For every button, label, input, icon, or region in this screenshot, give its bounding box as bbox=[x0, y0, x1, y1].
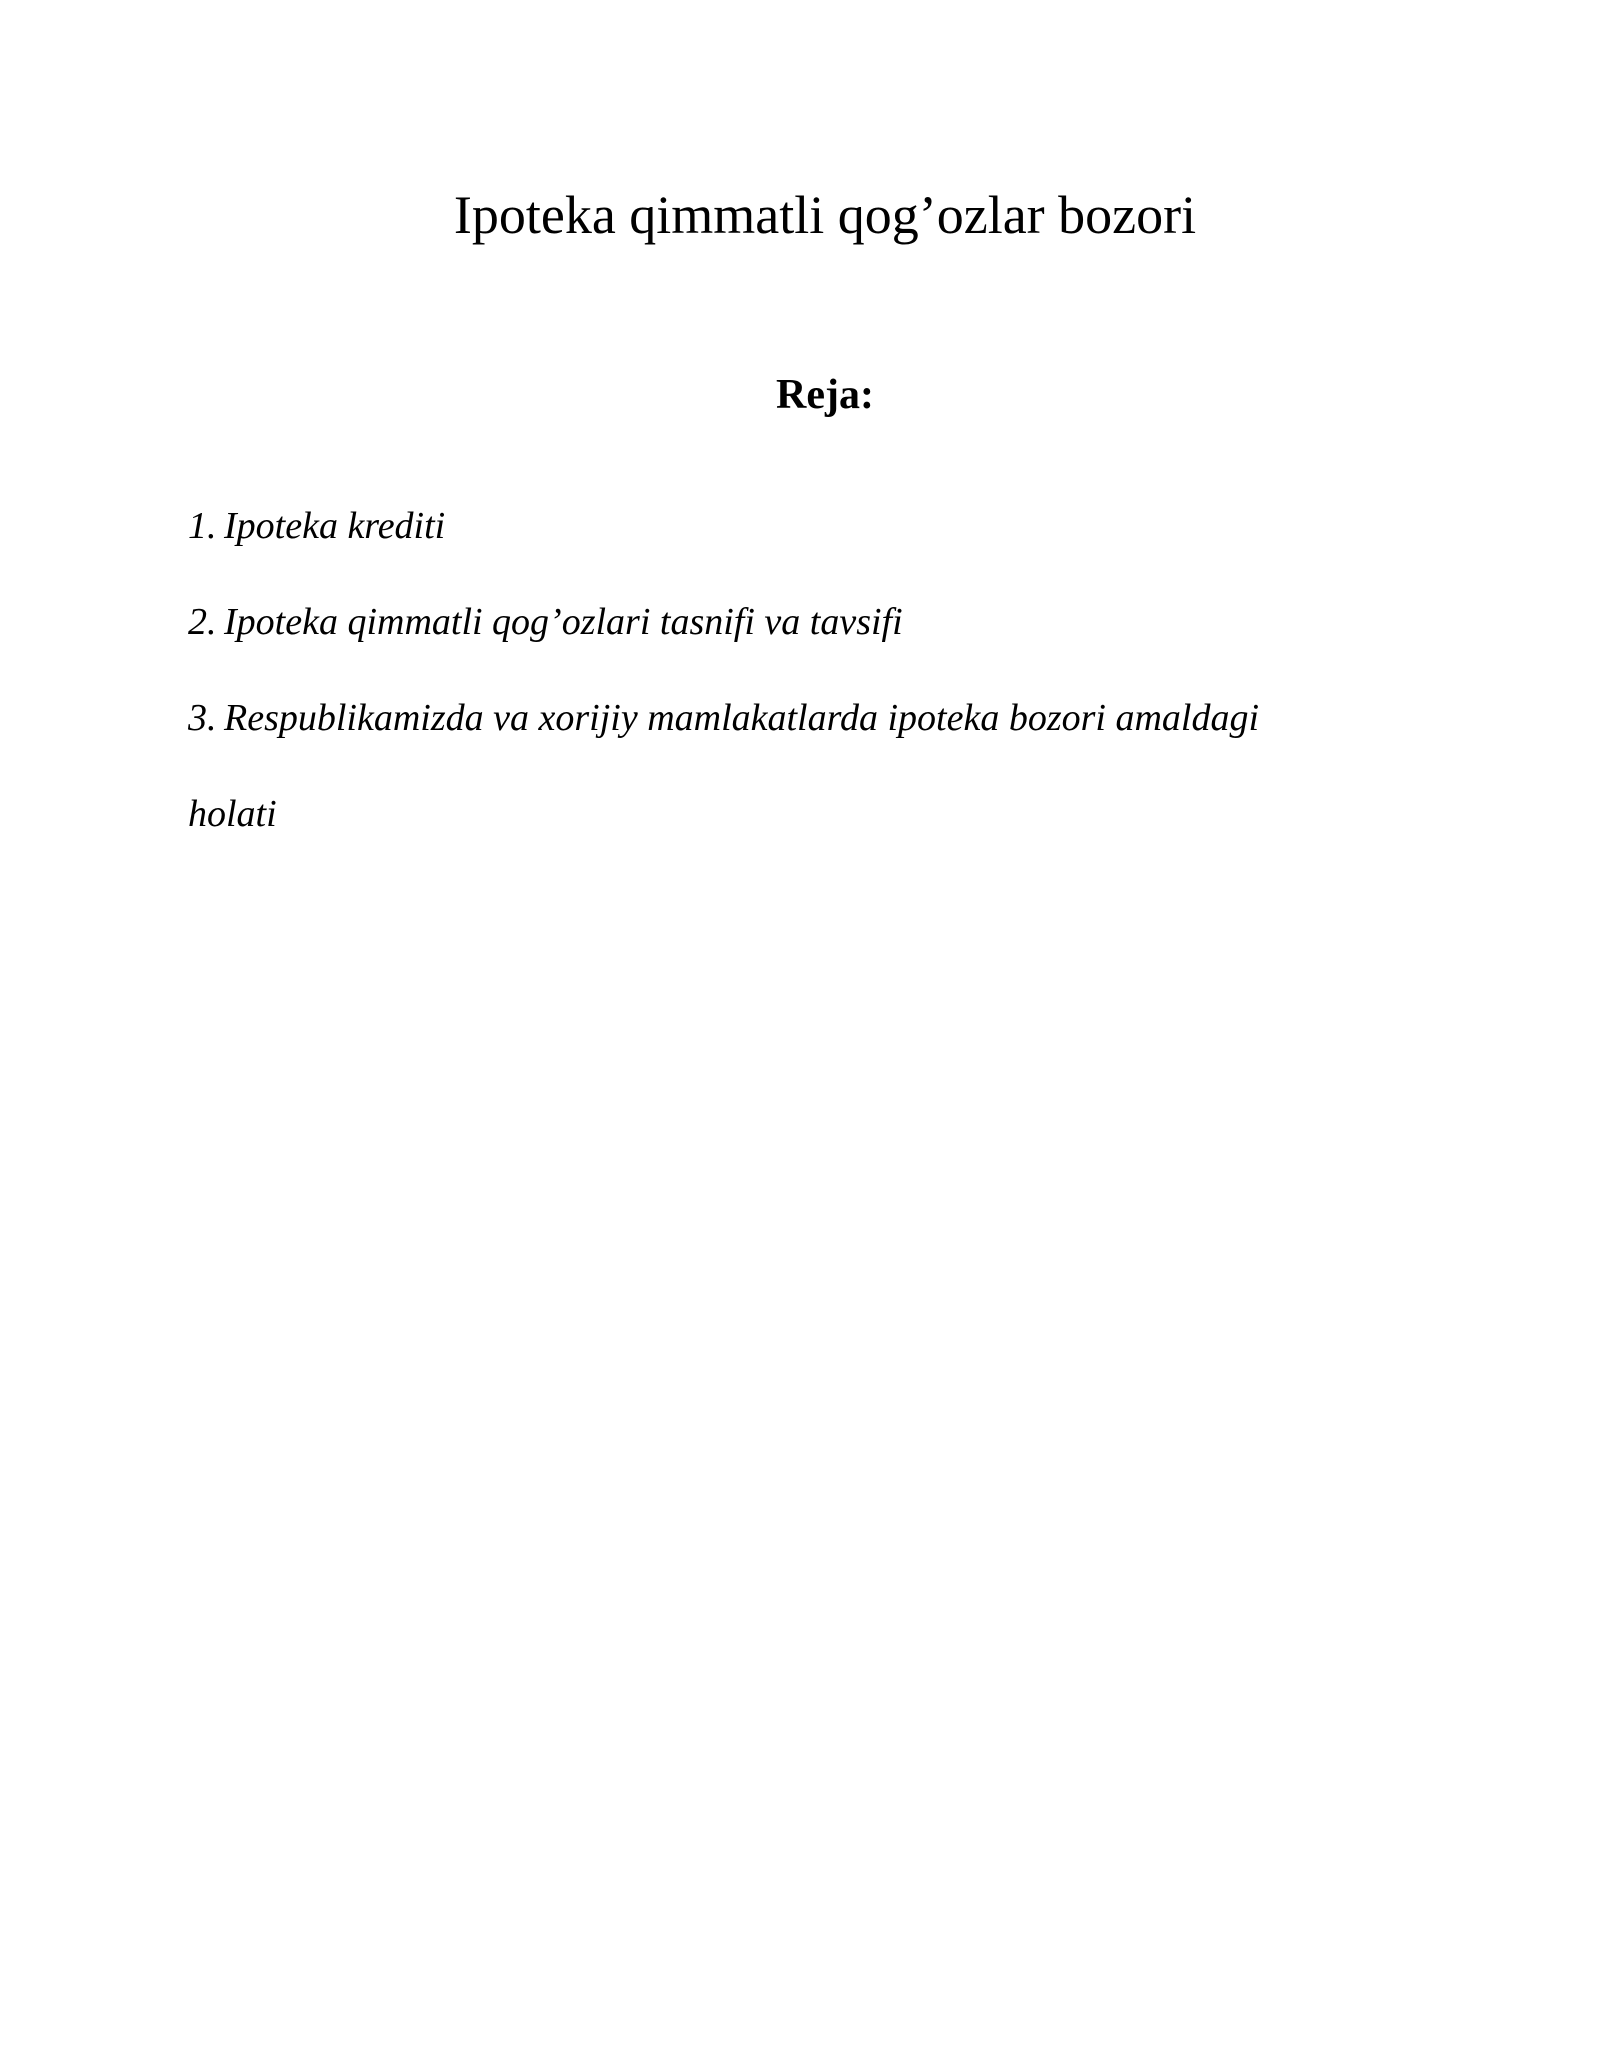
plan-item-text: holati bbox=[188, 793, 277, 835]
plan-item-text: Ipoteka krediti bbox=[224, 505, 446, 547]
plan-item-number: 3. bbox=[188, 697, 217, 739]
document-title: Ipoteka qimmatli qog’ozlar bozori bbox=[453, 185, 1197, 245]
plan-item-text: Respublikamizda va xorijiy mamlakatlarda ipoteka bozori amaldagi bbox=[224, 697, 1260, 739]
plan-item-3-continuation bbox=[188, 766, 1428, 862]
plan-item-number: 1. bbox=[188, 505, 217, 547]
plan-item-number: 2. bbox=[188, 601, 217, 643]
plan-item-2 bbox=[188, 574, 1428, 670]
plan-list bbox=[188, 478, 1428, 862]
plan-item-text: Ipoteka qimmatli qog’ozlari tasnifi va tavsifi bbox=[224, 601, 903, 643]
plan-item-1 bbox=[188, 478, 1428, 574]
plan-heading: Reja: bbox=[776, 372, 874, 418]
plan-item-3 bbox=[188, 670, 1428, 766]
